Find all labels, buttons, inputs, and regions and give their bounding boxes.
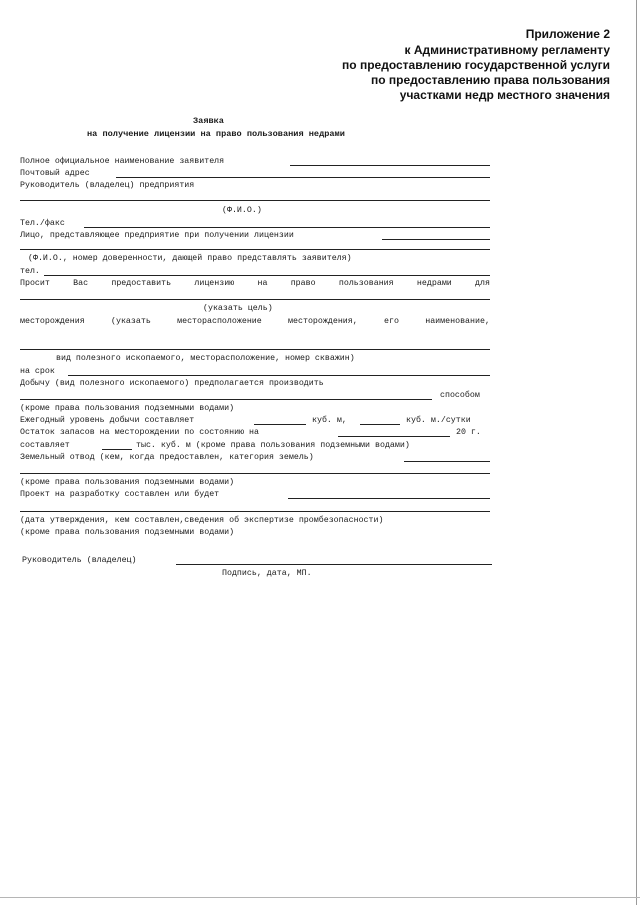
deposit-word: его xyxy=(384,317,399,326)
deposit-word: месторасположение xyxy=(177,317,262,326)
project-field[interactable] xyxy=(288,498,490,499)
request-word: право xyxy=(290,279,316,288)
deposit-field[interactable] xyxy=(20,349,490,350)
appendix-line: по предоставлению права пользования xyxy=(370,73,610,87)
groundwater-caption-2: (кроме права пользования подземными водами) xyxy=(20,478,235,487)
reserves-amount-field[interactable] xyxy=(102,449,132,450)
request-word: лицензию xyxy=(194,279,235,288)
request-word: для xyxy=(475,279,490,288)
scan-right-edge xyxy=(636,0,637,905)
signature-label: Руководитель (владелец) xyxy=(22,556,137,565)
signature-field[interactable] xyxy=(176,564,492,565)
postal-address-field[interactable] xyxy=(116,177,490,178)
postal-address-label: Почтовый адрес xyxy=(20,169,90,178)
request-word: предоставить xyxy=(111,279,172,288)
deposit-caption: вид полезного ископаемого, месторасположение, номер скважин) xyxy=(56,354,355,363)
project-label: Проект на разработку составлен или будет xyxy=(20,490,220,499)
reserves-date-field[interactable] xyxy=(338,436,450,437)
term-label: на срок xyxy=(20,367,55,376)
director-name-field[interactable] xyxy=(20,200,490,201)
term-field[interactable] xyxy=(68,375,490,376)
daily-output-field[interactable] xyxy=(360,424,400,425)
representative-field[interactable] xyxy=(382,239,490,240)
cubic-meters-day-unit: куб. м./сутки xyxy=(406,416,471,425)
method-label: способом xyxy=(440,391,480,400)
annual-output-label: Ежегодный уровень добычи составляет xyxy=(20,416,195,425)
groundwater-caption-3: (кроме права пользования подземными водами) xyxy=(20,528,235,537)
land-allotment-field-2[interactable] xyxy=(20,473,490,474)
land-allotment-field[interactable] xyxy=(404,461,490,462)
fio-caption: (Ф.И.О.) xyxy=(222,206,262,215)
deposit-statement xyxy=(20,317,490,327)
cubic-meters-unit: куб. м, xyxy=(312,416,347,425)
representative-label: Лицо, представляющее предприятие при получении лицензии xyxy=(20,231,294,240)
deposit-word: месторождения xyxy=(20,317,85,326)
reserves-label: Остаток запасов на месторождении по состоянию на xyxy=(20,428,259,437)
purpose-field[interactable] xyxy=(20,299,490,300)
request-word: Вас xyxy=(73,279,89,288)
representative-phone-label: тел. xyxy=(20,267,40,276)
extraction-label: Добычу (вид полезного ископаемого) предполагается производить xyxy=(20,379,324,388)
deposit-word: месторождения, xyxy=(288,317,358,326)
year-suffix: 20 г. xyxy=(456,428,481,437)
request-word: Просит xyxy=(20,279,50,288)
applicant-name-field[interactable] xyxy=(290,165,490,166)
approval-caption: (дата утверждения, кем составлен,сведения об экспертизе промбезопасности) xyxy=(20,516,384,525)
phone-fax-field[interactable] xyxy=(84,227,490,228)
reserves-unit: тыс. куб. м (кроме права пользования подземными водами) xyxy=(136,441,410,450)
appendix-line: по предоставлению государственной услуги xyxy=(342,58,610,72)
appendix-line: к Административному регламенту xyxy=(404,43,610,57)
reserves-amount-label: составляет xyxy=(20,441,70,450)
request-statement xyxy=(20,279,490,289)
representative-field-2[interactable] xyxy=(20,249,490,250)
scan-bottom-edge xyxy=(0,897,640,898)
deposit-word: наименование, xyxy=(425,317,490,326)
representative-caption: (Ф.И.О., номер доверенности, дающей право представлять заявителя) xyxy=(28,254,352,263)
applicant-name-label: Полное официальное наименование заявителя xyxy=(20,157,225,166)
representative-phone-field[interactable] xyxy=(44,275,490,276)
form-subtitle: на получение лицензии на право пользования недрами xyxy=(87,129,345,139)
request-word: недрами xyxy=(416,279,452,288)
purpose-caption: (указать цель) xyxy=(203,304,273,313)
deposit-word: (указать xyxy=(111,317,151,326)
request-word: пользования xyxy=(338,279,394,288)
project-field-2[interactable] xyxy=(20,511,490,512)
appendix-number: Приложение 2 xyxy=(525,27,610,41)
phone-fax-label: Тел./факс xyxy=(20,219,65,228)
request-word: на xyxy=(257,279,268,288)
director-label: Руководитель (владелец) предприятия xyxy=(20,181,195,190)
extraction-method-field[interactable] xyxy=(20,399,432,400)
form-title: Заявка xyxy=(193,116,224,126)
annual-output-field[interactable] xyxy=(254,424,306,425)
appendix-line: участками недр местного значения xyxy=(399,88,610,102)
signature-caption: Подпись, дата, МП. xyxy=(222,569,312,578)
land-allotment-label: Земельный отвод (кем, когда предоставлен, категория земель) xyxy=(20,453,314,462)
groundwater-caption: (кроме права пользования подземными водами) xyxy=(20,404,235,413)
